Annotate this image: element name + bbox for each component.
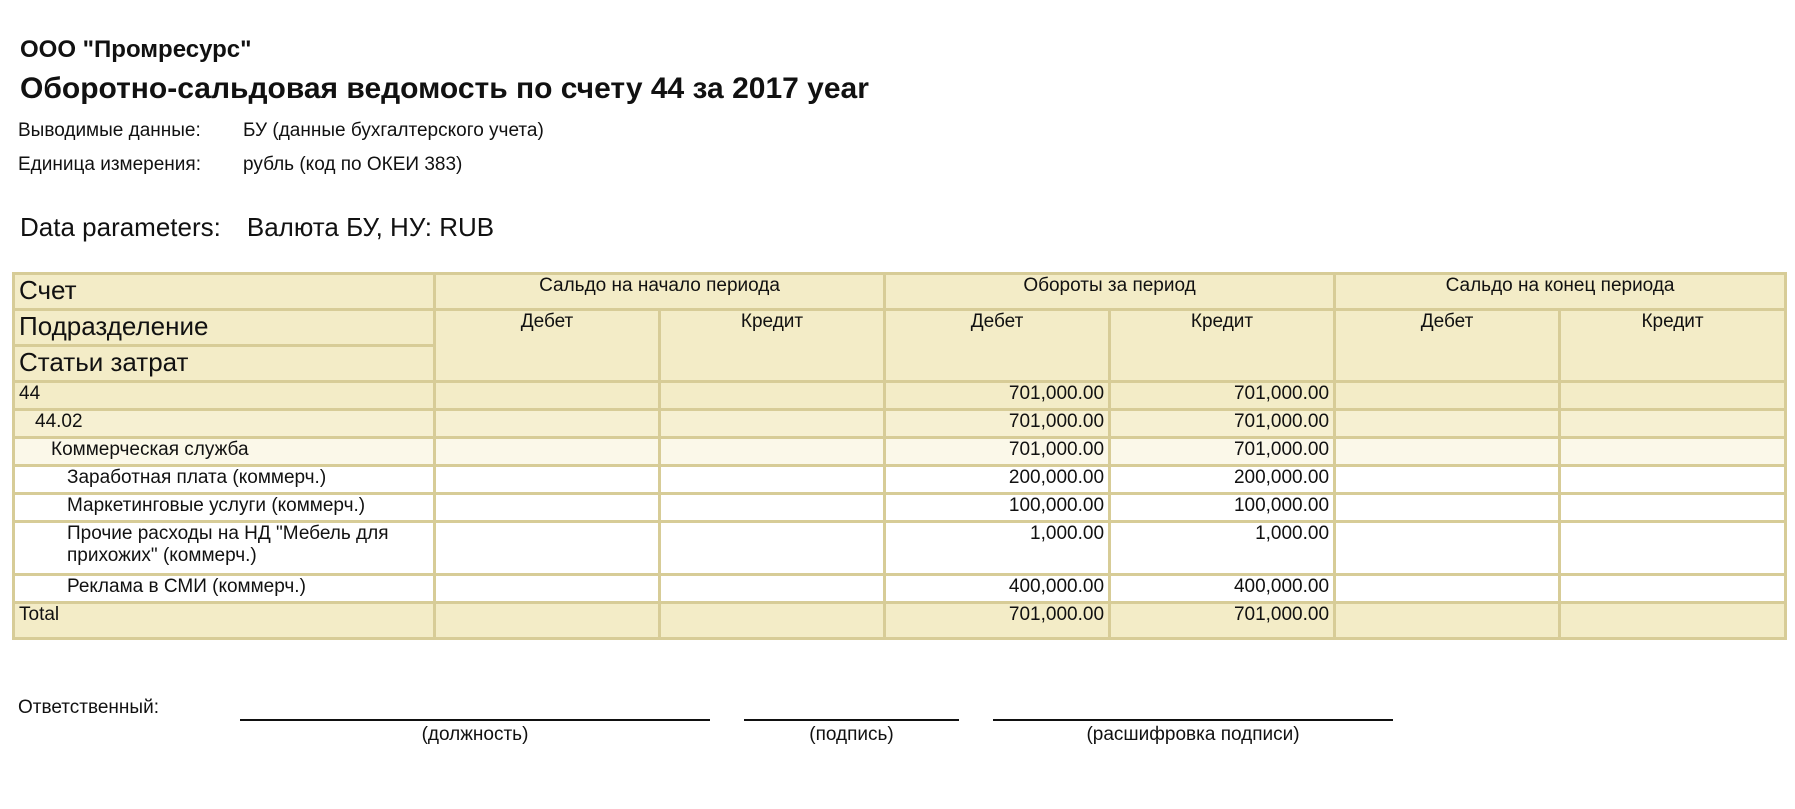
table-row [14, 575, 1786, 603]
meta-output-data [18, 120, 544, 142]
row-turnover-debit: 701,000.00 [885, 410, 1110, 438]
total-turnover-debit: 701,000.00 [885, 603, 1110, 639]
position-line [240, 719, 710, 721]
row-name: Прочие расходы на НД "Мебель для прихожих" (коммерч.) [14, 522, 435, 575]
row-name: Коммерческая служба [14, 438, 435, 466]
row-name: Заработная плата (коммерч.) [14, 466, 435, 494]
table-row [14, 438, 1786, 466]
table-row [14, 410, 1786, 438]
organization-name: ООО "Промресурс" [20, 36, 252, 63]
row-turnover-credit: 200,000.00 [1110, 466, 1335, 494]
table-row [14, 382, 1786, 410]
header-cost-items: Статьи затрат [14, 346, 435, 382]
header-opening-credit: Кредит [660, 310, 885, 382]
turnover-balance-table [12, 272, 1787, 640]
header-closing-balance: Сальдо на конец периода [1335, 274, 1786, 310]
responsible-label: Ответственный: [18, 697, 159, 718]
row-turnover-debit: 1,000.00 [885, 522, 1110, 575]
signature-line [744, 719, 959, 721]
header-turnover-debit: Дебет [885, 310, 1110, 382]
total-row [14, 603, 1786, 639]
row-turnover-debit: 701,000.00 [885, 382, 1110, 410]
table-row [14, 522, 1786, 575]
header-turnover-credit: Кредит [1110, 310, 1335, 382]
header-closing-debit: Дебет [1335, 310, 1560, 382]
header-opening-debit: Дебет [435, 310, 660, 382]
header-division: Подразделение [14, 310, 435, 346]
row-name: 44 [14, 382, 435, 410]
signature-decoding-line [993, 719, 1393, 721]
row-turnover-debit: 400,000.00 [885, 575, 1110, 603]
row-turnover-credit: 1,000.00 [1110, 522, 1335, 575]
total-turnover-credit: 701,000.00 [1110, 603, 1335, 639]
row-name: Маркетинговые услуги (коммерч.) [14, 494, 435, 522]
row-turnover-credit: 701,000.00 [1110, 382, 1335, 410]
table-row [14, 466, 1786, 494]
table-row [14, 494, 1786, 522]
row-turnover-debit: 701,000.00 [885, 438, 1110, 466]
data-parameters [20, 212, 494, 243]
header-account: Счет [14, 274, 435, 310]
row-turnover-debit: 100,000.00 [885, 494, 1110, 522]
row-name: 44.02 [14, 410, 435, 438]
report-title: Оборотно-сальдовая ведомость по счету 44 за 2017 year [20, 72, 869, 105]
meta-output-label: Выводимые данные: [18, 120, 201, 141]
header-closing-credit: Кредит [1560, 310, 1786, 382]
row-turnover-credit: 400,000.00 [1110, 575, 1335, 603]
signature-decoding-caption: (расшифровка подписи) [1086, 724, 1300, 745]
meta-unit-label: Единица измерения: [18, 154, 201, 175]
row-name: Реклама в СМИ (коммерч.) [14, 575, 435, 603]
row-turnover-credit: 701,000.00 [1110, 410, 1335, 438]
data-parameters-label: Data parameters: [20, 212, 221, 242]
signature-caption: (подпись) [809, 724, 894, 745]
row-turnover-credit: 100,000.00 [1110, 494, 1335, 522]
meta-unit [18, 154, 462, 176]
data-parameters-value: Валюта БУ, НУ: RUB [246, 212, 495, 242]
position-caption: (должность) [421, 724, 529, 745]
row-turnover-credit: 701,000.00 [1110, 438, 1335, 466]
header-turnover: Обороты за период [885, 274, 1335, 310]
meta-unit-value: рубль (код по ОКЕИ 383) [243, 154, 463, 175]
row-turnover-debit: 200,000.00 [885, 466, 1110, 494]
total-label: Total [14, 603, 435, 639]
header-opening-balance: Сальдо на начало периода [435, 274, 885, 310]
meta-output-value: БУ (данные бухгалтерского учета) [243, 120, 544, 141]
